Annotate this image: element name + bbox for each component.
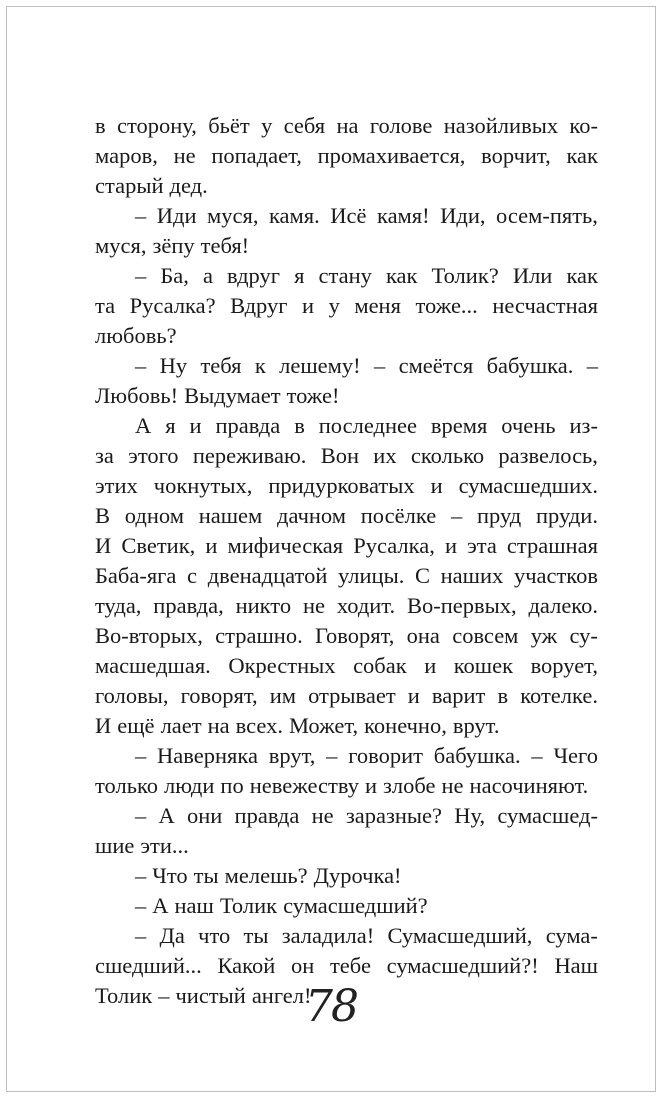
body-text [95,111,598,1011]
text-line: за этого переживаю. Вон их сколько развелось, [95,443,598,468]
text-line: масшедшая. Окрестных собак и кошек ворует, [95,653,598,678]
text-line: та Русалка? Вдруг и у меня тоже... несчастная [95,293,598,318]
text-line: – А наш Толик сумасшедший? [135,893,428,918]
text-line: В одном нашем дачном посёлке – пруд пруди. [95,503,598,528]
page-number: 78 [305,981,357,1032]
text-line: только люди по невежеству и злобе не насочиняют. [95,773,589,798]
text-line: маров, не попадает, промахивается, ворчит, как [95,143,598,168]
text-line: любовь? [95,323,177,348]
text-line: – Наверняка врут, – говорит бабушка. – Чего [135,743,598,768]
text-line: И Светик, и мифическая Русалка, и эта страшная [95,533,598,558]
text-line: в сторону, бьёт у себя на голове назойливых ко- [95,113,598,138]
book-page [6,6,656,1092]
text-line: И ещё лает на всех. Может, конечно, врут. [95,713,500,738]
text-line: – А они правда не заразные? Ну, сумасшед- [135,803,598,828]
text-line: Баба-яга с двенадцатой улицы. С наших участков [95,563,598,588]
text-line: – Иди муся, камя. Исё камя! Иди, осем-пять, [135,203,598,228]
text-line: шие эти... [95,833,189,858]
text-line: – Что ты мелешь? Дурочка! [135,863,402,888]
text-line: туда, правда, никто не ходит. Во-первых, далеко. [95,593,598,618]
text-line: – Да что ты заладила! Сумасшедший, сума- [135,923,598,948]
text-line: головы, говорят, им отрывает и варит в котелке. [95,683,598,708]
text-line: – Ну тебя к лешему! – смеётся бабушка. – [135,353,598,378]
text-line: старый дед. [95,173,208,198]
text-line: Любовь! Выдумает тоже! [95,383,340,408]
text-line: Во-вторых, страшно. Говорят, она совсем уж су- [95,623,598,648]
text-line: Толик – чистый ангел! [95,983,312,1008]
text-line: муся, зёпу тебя! [95,233,250,258]
text-line: – Ба, а вдруг я стану как Толик? Или как [135,263,598,288]
text-line: этих чокнутых, придурковатых и сумасшедших. [95,473,598,498]
text-line: А я и правда в последнее время очень из- [135,413,598,438]
text-line: сшедший... Какой он тебе сумасшедший?! Наш [95,953,598,978]
